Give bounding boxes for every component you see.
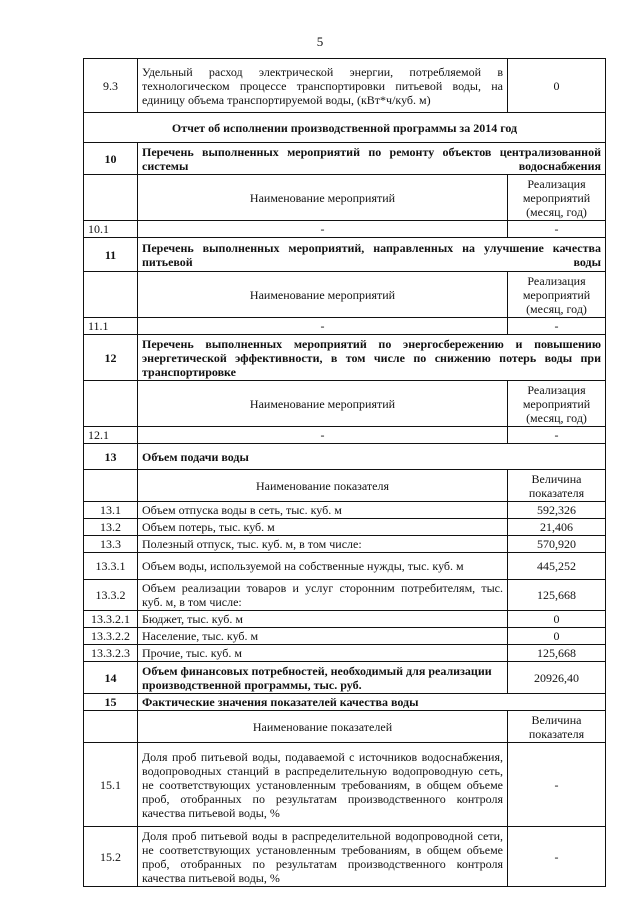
row-number: 15.1 xyxy=(84,743,138,827)
row-12-1 xyxy=(84,427,606,444)
row-value: 20926,40 xyxy=(508,662,606,694)
column-header-name: Наименование показателя xyxy=(138,470,508,502)
row-value: - xyxy=(508,743,606,827)
section-title: Перечень выполненных мероприятий, направленных на улучшение качества питьевой воды xyxy=(138,238,606,272)
section-11-header xyxy=(84,238,606,272)
report-title-row xyxy=(84,113,606,143)
section-number: 10 xyxy=(84,143,138,175)
row-number: 11.1 xyxy=(84,318,138,335)
row-number: 13.2 xyxy=(84,519,138,536)
row-value: 21,406 xyxy=(508,519,606,536)
empty-cell xyxy=(84,711,138,743)
row-number: 13.3.2.3 xyxy=(84,645,138,662)
row-text: Прочие, тыс. куб. м xyxy=(138,645,508,662)
section-13-header xyxy=(84,444,606,470)
row-13-3-2-1 xyxy=(84,611,606,628)
row-9-3 xyxy=(84,59,606,113)
row-13-1 xyxy=(84,502,606,519)
row-text: Бюджет, тыс. куб. м xyxy=(138,611,508,628)
row-value: - xyxy=(508,318,606,335)
column-header-name: Наименование мероприятий xyxy=(138,272,508,318)
column-header-name: Наименование мероприятий xyxy=(138,381,508,427)
column-header-value: Реализация мероприятий (месяц, год) xyxy=(508,272,606,318)
row-13-3-2-2 xyxy=(84,628,606,645)
row-number: 13.3.2.2 xyxy=(84,628,138,645)
column-header-name: Наименование мероприятий xyxy=(138,175,508,221)
section-number: 14 xyxy=(84,662,138,694)
row-text: - xyxy=(138,318,508,335)
empty-cell xyxy=(84,272,138,318)
row-value: 125,668 xyxy=(508,580,606,611)
program-report-table xyxy=(83,58,606,887)
column-header-value: Реализация мероприятий (месяц, год) xyxy=(508,175,606,221)
row-text: Объем потерь, тыс. куб. м xyxy=(138,519,508,536)
row-text: Объем реализации товаров и услуг сторонним потребителям, тыс. куб. м, в том числе: xyxy=(138,580,508,611)
row-text: - xyxy=(138,221,508,238)
row-13-3-2 xyxy=(84,580,606,611)
section-number: 13 xyxy=(84,444,138,470)
section-14 xyxy=(84,662,606,694)
row-13-3 xyxy=(84,536,606,553)
report-title: Отчет об исполнении производственной программы за 2014 год xyxy=(84,113,606,143)
section-11-column-header xyxy=(84,272,606,318)
row-number: 9.3 xyxy=(84,59,138,113)
section-10-column-header xyxy=(84,175,606,221)
empty-cell xyxy=(84,381,138,427)
row-number: 15.2 xyxy=(84,827,138,887)
empty-cell xyxy=(84,470,138,502)
row-text: Доля проб питьевой воды в распределительной водопроводной сети, не соответствующих установленным требованиям, в общем объеме проб, отобранных по результатам производственного контроля качества питьевой воды, % xyxy=(138,827,508,887)
section-12-header xyxy=(84,335,606,381)
row-text: Объем воды, используемой на собственные нужды, тыс. куб. м xyxy=(138,553,508,580)
section-15-header xyxy=(84,694,606,711)
row-number: 13.3.1 xyxy=(84,553,138,580)
row-number: 13.3 xyxy=(84,536,138,553)
row-text: Доля проб питьевой воды, подаваемой с источников водоснабжения, водопроводных станций в распределительную водопроводную сеть, не соответствующих установленным требованиям, в общем объеме проб, отобранных по результатам производственного контроля качества питьевой воды, % xyxy=(138,743,508,827)
row-value: - xyxy=(508,827,606,887)
row-value: 125,668 xyxy=(508,645,606,662)
row-13-3-2-3 xyxy=(84,645,606,662)
row-number: 10.1 xyxy=(84,221,138,238)
column-header-name: Наименование показателей xyxy=(138,711,508,743)
section-10-header xyxy=(84,143,606,175)
section-13-column-header xyxy=(84,470,606,502)
row-value: 445,252 xyxy=(508,553,606,580)
section-title: Перечень выполненных мероприятий по ремонту объектов централизованной системы водоснабжения xyxy=(138,143,606,175)
row-number: 12.1 xyxy=(84,427,138,444)
column-header-value: Величина показателя xyxy=(508,470,606,502)
section-title: Фактические значения показателей качества воды xyxy=(138,694,606,711)
row-11-1 xyxy=(84,318,606,335)
row-15-1 xyxy=(84,743,606,827)
row-text: Объем отпуска воды в сеть, тыс. куб. м xyxy=(138,502,508,519)
section-12-column-header xyxy=(84,381,606,427)
row-value: - xyxy=(508,221,606,238)
row-text: - xyxy=(138,427,508,444)
section-title: Перечень выполненных мероприятий по энергосбережению и повышению энергетической эффективности, в том числе по снижению потерь воды при транспортировке xyxy=(138,335,606,381)
row-value: 592,326 xyxy=(508,502,606,519)
column-header-value: Величина показателя xyxy=(508,711,606,743)
row-value: 0 xyxy=(508,59,606,113)
row-number: 13.3.2 xyxy=(84,580,138,611)
row-value: 570,920 xyxy=(508,536,606,553)
row-number: 13.3.2.1 xyxy=(84,611,138,628)
column-header-value: Реализация мероприятий (месяц, год) xyxy=(508,381,606,427)
row-text: Полезный отпуск, тыс. куб. м, в том числе: xyxy=(138,536,508,553)
section-number: 12 xyxy=(84,335,138,381)
section-15-column-header xyxy=(84,711,606,743)
row-value: - xyxy=(508,427,606,444)
page-number: 5 xyxy=(316,34,324,49)
empty-cell xyxy=(84,175,138,221)
section-title: Объем финансовых потребностей, необходимый для реализации производственной программы, тыс. руб. xyxy=(138,662,508,694)
row-text: Удельный расход электрической энергии, потребляемой в технологическом процессе транспортировки питьевой воды, на единицу объема транспортируемой воды, (кВт*ч/куб. м) xyxy=(138,59,508,113)
section-number: 15 xyxy=(84,694,138,711)
row-value: 0 xyxy=(508,628,606,645)
section-title: Объем подачи воды xyxy=(138,444,606,470)
row-13-2 xyxy=(84,519,606,536)
row-text: Население, тыс. куб. м xyxy=(138,628,508,645)
section-number: 11 xyxy=(84,238,138,272)
row-value: 0 xyxy=(508,611,606,628)
row-10-1 xyxy=(84,221,606,238)
row-13-3-1 xyxy=(84,553,606,580)
row-15-2 xyxy=(84,827,606,887)
row-number: 13.1 xyxy=(84,502,138,519)
